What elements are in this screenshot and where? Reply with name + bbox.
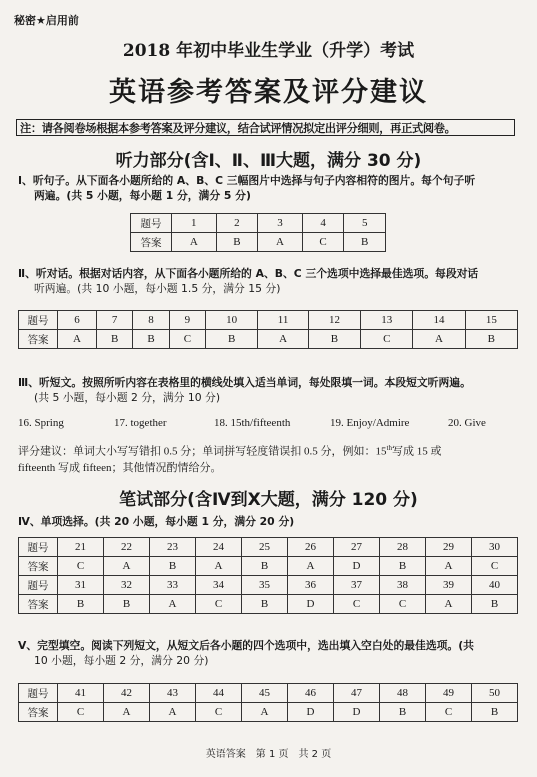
answer-18: 18. 15th/fifteenth <box>214 417 291 429</box>
answer-cell: B <box>472 595 518 614</box>
answer-cell: D <box>288 595 334 614</box>
part5-title: Ⅴ、完型填空。阅读下列短文，从短文后各小题的四个选项中，选出填入空白处的最佳选项。(共 <box>18 639 474 652</box>
listening-heading: 听力部分(含Ⅰ、Ⅱ、Ⅲ大题，满分 30 分) <box>115 151 422 171</box>
question-number: 3 <box>258 214 303 233</box>
question-number: 22 <box>104 538 150 557</box>
part2-title: Ⅱ、听对话。根据对话内容，从下面各小题所给的 A、B、C 三个选项中选择最佳选项。每段对话 <box>18 267 479 280</box>
answer-cell: B <box>150 557 196 576</box>
answer-cell: B <box>308 330 360 349</box>
row-label: 答案 <box>19 557 58 576</box>
question-number: 48 <box>380 684 426 703</box>
answer-cell: A <box>288 557 334 576</box>
part5-instructions <box>18 638 523 668</box>
table-row <box>19 684 518 703</box>
answer-cell: A <box>104 557 150 576</box>
question-number: 24 <box>196 538 242 557</box>
row-label: 题号 <box>19 684 58 703</box>
answer-cell: B <box>465 330 517 349</box>
answer-cell: B <box>242 557 288 576</box>
question-number: 12 <box>308 311 360 330</box>
scoring-advice <box>18 440 518 476</box>
part5-answer-table <box>18 683 518 722</box>
table-row <box>131 233 386 252</box>
question-number: 21 <box>58 538 104 557</box>
part1-title-cont: 两遍。(共 5 小题，每小题 1 分，满分 5 分) <box>34 189 251 202</box>
answer-19: 19. Enjoy/Admire <box>330 417 410 429</box>
advice-superscript: th <box>386 444 392 452</box>
answer-cell: B <box>58 595 104 614</box>
question-number: 25 <box>242 538 288 557</box>
question-number: 14 <box>413 311 465 330</box>
question-number: 43 <box>150 684 196 703</box>
question-number: 6 <box>58 311 97 330</box>
question-number: 44 <box>196 684 242 703</box>
question-number: 40 <box>472 576 518 595</box>
row-label: 题号 <box>19 576 58 595</box>
question-number: 23 <box>150 538 196 557</box>
question-number: 42 <box>104 684 150 703</box>
table-row <box>19 703 518 722</box>
answer-cell: B <box>380 557 426 576</box>
question-number: 32 <box>104 576 150 595</box>
answer-cell: A <box>258 233 303 252</box>
answer-cell: A <box>242 703 288 722</box>
answer-cell: A <box>150 703 196 722</box>
question-number: 1 <box>172 214 217 233</box>
row-label: 题号 <box>131 214 172 233</box>
page-footer: 英语答案 第 1 页 共 2 页 <box>205 749 332 760</box>
advice-text-cont: 写成 15 或 <box>391 445 442 458</box>
part1-title: Ⅰ、听句子。从下面各小题所给的 A、B、C 三幅图片中选择与句子内容相符的图片。每个句子听 <box>18 174 476 187</box>
answer-cell: C <box>196 703 242 722</box>
row-label: 答案 <box>131 233 172 252</box>
answer-cell: A <box>426 557 472 576</box>
answer-cell: D <box>288 703 334 722</box>
question-number: 36 <box>288 576 334 595</box>
answer-cell: C <box>196 595 242 614</box>
answer-cell: C <box>58 557 104 576</box>
answer-17: 17. together <box>114 417 167 429</box>
question-number: 39 <box>426 576 472 595</box>
table-row <box>131 214 386 233</box>
table-row <box>19 557 518 576</box>
answer-cell: C <box>361 330 413 349</box>
question-number: 29 <box>426 538 472 557</box>
row-label: 题号 <box>19 311 58 330</box>
answer-cell: A <box>258 330 309 349</box>
answer-cell: C <box>334 595 380 614</box>
part3-title-cont: (共 5 小题，每小题 2 分，满分 10 分) <box>34 391 221 404</box>
question-number: 33 <box>150 576 196 595</box>
question-number: 34 <box>196 576 242 595</box>
row-label: 答案 <box>19 703 58 722</box>
exam-title: 2018 年初中毕业生学业（升学）考试 <box>122 41 415 61</box>
grading-note: 注：请各阅卷场根据本参考答案及评分建议，结合试评情况拟定出评分细则，再正式阅卷。 <box>16 119 515 136</box>
answer-20: 20. Give <box>448 417 486 429</box>
question-number: 26 <box>288 538 334 557</box>
answer-cell: B <box>472 703 518 722</box>
question-number: 8 <box>133 311 169 330</box>
question-number: 35 <box>242 576 288 595</box>
question-number: 28 <box>380 538 426 557</box>
answer-cell: B <box>242 595 288 614</box>
part3-instructions <box>18 375 523 405</box>
question-number: 50 <box>472 684 518 703</box>
answer-cell: D <box>334 703 380 722</box>
question-number: 15 <box>465 311 517 330</box>
part1-answer-table <box>130 213 386 252</box>
question-number: 11 <box>258 311 309 330</box>
part4-title: Ⅳ、单项选择。(共 20 小题，每小题 1 分，满分 20 分) <box>18 515 295 528</box>
question-number: 27 <box>334 538 380 557</box>
question-number: 45 <box>242 684 288 703</box>
question-number: 37 <box>334 576 380 595</box>
question-number: 10 <box>206 311 258 330</box>
table-row <box>19 595 518 614</box>
answer-cell: A <box>150 595 196 614</box>
part2-answer-table <box>18 310 518 349</box>
answer-cell: B <box>216 233 258 252</box>
document-title: 英语参考答案及评分建议 <box>109 77 428 108</box>
row-label: 题号 <box>19 538 58 557</box>
part2-instructions <box>18 266 523 296</box>
answer-cell: C <box>58 703 104 722</box>
answer-cell: B <box>380 703 426 722</box>
answer-cell: C <box>169 330 205 349</box>
answer-cell: B <box>344 233 386 252</box>
answer-cell: D <box>334 557 380 576</box>
answer-cell: C <box>472 557 518 576</box>
answer-cell: C <box>302 233 344 252</box>
part3-answers <box>18 417 523 429</box>
answer-cell: A <box>426 595 472 614</box>
question-number: 9 <box>169 311 205 330</box>
row-label: 答案 <box>19 330 58 349</box>
question-number: 13 <box>361 311 413 330</box>
part5-title-cont: 10 小题，每小题 2 分，满分 20 分) <box>34 654 209 667</box>
answer-cell: A <box>196 557 242 576</box>
question-number: 46 <box>288 684 334 703</box>
question-number: 5 <box>344 214 386 233</box>
answer-cell: B <box>133 330 169 349</box>
part4-instructions <box>18 514 523 529</box>
answer-cell: B <box>104 595 150 614</box>
part3-title: Ⅲ、听短文。按照所听内容在表格里的横线处填入适当单词，每处限填一词。本段短文听两遍。 <box>18 376 471 389</box>
question-number: 2 <box>216 214 258 233</box>
question-number: 38 <box>380 576 426 595</box>
question-number: 49 <box>426 684 472 703</box>
answer-cell: B <box>97 330 133 349</box>
answer-cell: A <box>58 330 97 349</box>
advice-text: 评分建议：单词大小写写错扣 0.5 分；单词拼写轻度错误扣 0.5 分，例如：15 <box>18 445 387 458</box>
table-row <box>19 311 518 330</box>
answer-cell: A <box>413 330 465 349</box>
answer-cell: C <box>380 595 426 614</box>
answer-cell: A <box>172 233 217 252</box>
answer-16: 16. Spring <box>18 417 64 429</box>
part4-answer-table <box>18 537 518 614</box>
question-number: 41 <box>58 684 104 703</box>
table-row <box>19 330 518 349</box>
part1-instructions <box>18 173 523 203</box>
advice-text-line2: fifteenth 写成 fifteen；其他情况酌情给分。 <box>18 461 222 474</box>
question-number: 30 <box>472 538 518 557</box>
question-number: 4 <box>302 214 344 233</box>
question-number: 7 <box>97 311 133 330</box>
question-number: 31 <box>58 576 104 595</box>
table-row <box>19 538 518 557</box>
question-number: 47 <box>334 684 380 703</box>
answer-cell: B <box>206 330 258 349</box>
secret-label: 秘密★启用前 <box>14 14 79 27</box>
answer-cell: A <box>104 703 150 722</box>
row-label: 答案 <box>19 595 58 614</box>
table-row <box>19 576 518 595</box>
writing-heading: 笔试部分(含Ⅳ到Ⅹ大题，满分 120 分) <box>119 490 418 510</box>
answer-cell: C <box>426 703 472 722</box>
part2-title-cont: 听两遍。(共 10 小题，每小题 1.5 分，满分 15 分) <box>34 282 281 295</box>
